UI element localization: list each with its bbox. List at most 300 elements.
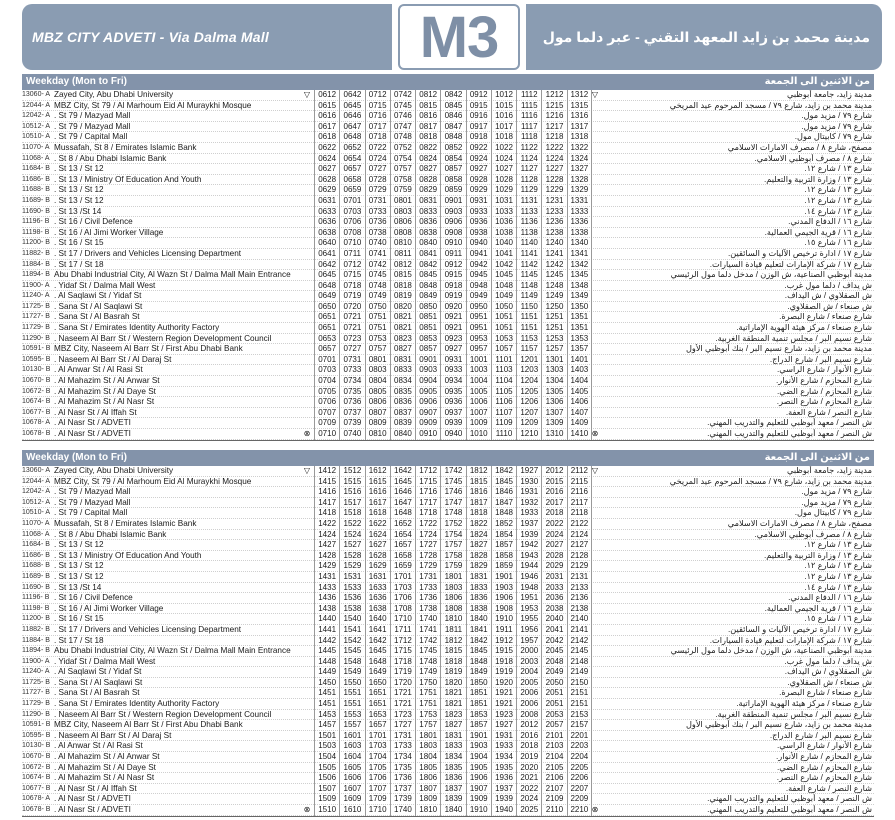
departure-time: 2031 xyxy=(541,572,566,583)
departure-time: 1936 xyxy=(491,773,516,784)
stop-code: 11894- B xyxy=(22,271,50,279)
stop-name-ar: شارع المحازم / شارع الضي. xyxy=(776,762,872,772)
departure-time: 0816 xyxy=(415,111,440,122)
departure-time: 1638 xyxy=(365,604,390,615)
departure-time: 1317 xyxy=(567,122,592,133)
departure-time: 0742 xyxy=(365,260,390,271)
departure-time: 0818 xyxy=(390,281,415,292)
departure-time: 1303 xyxy=(541,365,566,376)
stop-name-ar: شارع ١٦ / شارع ١٥. xyxy=(804,238,872,248)
departure-time: 1450 xyxy=(314,678,339,689)
departure-time: 1727 xyxy=(390,720,415,731)
departure-time: 1909 xyxy=(466,794,491,805)
departure-time: 1140 xyxy=(516,238,541,249)
table-row xyxy=(22,773,874,784)
departure-time: 1045 xyxy=(491,270,516,281)
departure-time: 0749 xyxy=(365,291,390,302)
stop-code: 10512- A xyxy=(22,498,51,506)
departure-time: 0827 xyxy=(415,164,440,175)
table-row xyxy=(22,583,874,594)
departure-time: 1927 xyxy=(491,720,516,731)
stop-name-en: MBZ City, St 79 / Al Marhoum Eid Al Muraykhi Mosque xyxy=(54,476,252,486)
departure-time: 1053 xyxy=(491,334,516,345)
departure-time: 1304 xyxy=(541,376,566,387)
departure-time: 1105 xyxy=(491,387,516,398)
table-row xyxy=(22,196,874,207)
departure-time: 0910 xyxy=(415,429,440,440)
departure-time: 0703 xyxy=(314,365,339,376)
departure-time: 0857 xyxy=(440,164,465,175)
departure-time: 0701 xyxy=(314,355,339,366)
departure-time: 1851 xyxy=(466,688,491,699)
departure-time: 2129 xyxy=(567,561,592,572)
stop-name-ar: شارع صنعاء / مركز هيئة الهوية الإماراتية. xyxy=(736,323,872,333)
stop-name-en: . Sana St / Al Saqlawi St xyxy=(54,301,143,311)
departure-time: 0824 xyxy=(415,154,440,165)
departure-time: 1133 xyxy=(516,207,541,218)
departure-times xyxy=(314,365,592,376)
departure-times xyxy=(314,667,592,678)
stop-name-en: . St 79 / Mazyad Mall xyxy=(54,121,131,131)
departure-time: 1752 xyxy=(440,519,465,530)
departure-time: 1939 xyxy=(491,794,516,805)
departure-time: 1507 xyxy=(314,784,339,795)
departure-time: 2022 xyxy=(516,784,541,795)
stop-name-en: Abu Dhabi Industrial City, Al Wazn St / Dalma Mall Main Entrance xyxy=(54,646,291,656)
table-row xyxy=(22,281,874,292)
table-row xyxy=(22,487,874,498)
departure-time: 0654 xyxy=(339,154,364,165)
departure-times xyxy=(314,111,592,122)
stop-name-en: . St 17 / Drivers and Vehicles Licensing Department xyxy=(54,624,242,634)
departure-time: 1953 xyxy=(516,604,541,615)
departure-time: 1757 xyxy=(415,720,440,731)
departure-time: 2021 xyxy=(516,773,541,784)
stop-name-en: . Sana St / Al Basrah St xyxy=(54,312,140,322)
departure-time: 0904 xyxy=(415,376,440,387)
departure-time: 1648 xyxy=(390,508,415,519)
departure-time: 0740 xyxy=(339,429,364,440)
stop-marker-icon: ⊗ xyxy=(591,805,599,814)
departure-time: 0833 xyxy=(390,365,415,376)
stop-code: 11688- B xyxy=(22,562,50,570)
table-row xyxy=(22,678,874,689)
departure-time: 1654 xyxy=(390,530,415,541)
departure-time: 1315 xyxy=(567,101,592,112)
departure-time: 1805 xyxy=(415,763,440,774)
departure-time: 1712 xyxy=(390,636,415,647)
stop-name-en: . St 13 / St 12 xyxy=(54,195,104,205)
departure-time: 0651 xyxy=(314,312,339,323)
departure-time: 1751 xyxy=(415,699,440,710)
departure-time: 1706 xyxy=(365,773,390,784)
departure-time: 1842 xyxy=(466,636,491,647)
stop-name-ar: شارع نسيم البر / شارع الدراج. xyxy=(769,354,872,364)
stop-name-ar: شارع النصر / شارع العفة. xyxy=(785,407,872,417)
departure-times xyxy=(314,143,592,154)
departure-time: 1453 xyxy=(314,710,339,721)
table-row xyxy=(22,508,874,519)
departure-time: 1820 xyxy=(440,678,465,689)
departure-time: 1757 xyxy=(440,540,465,551)
departure-time: 1733 xyxy=(390,741,415,752)
departure-time: 1721 xyxy=(390,688,415,699)
departure-times xyxy=(314,561,592,572)
departure-time: 1758 xyxy=(440,551,465,562)
departure-time: 1033 xyxy=(491,207,516,218)
stop-name-ar: شارع صنعاء / شارع البصرة. xyxy=(779,688,872,698)
departure-time: 1241 xyxy=(541,249,566,260)
departure-time: 1845 xyxy=(491,477,516,488)
route-title-en-panel xyxy=(22,4,392,70)
departure-time: 1845 xyxy=(466,646,491,657)
departure-time: 1710 xyxy=(365,805,390,816)
departure-times xyxy=(314,132,592,143)
departure-time: 1406 xyxy=(567,397,592,408)
departure-time: 0922 xyxy=(466,143,491,154)
departure-time: 1710 xyxy=(390,614,415,625)
departure-time: 1753 xyxy=(415,710,440,721)
departure-time: 1903 xyxy=(491,583,516,594)
departure-time: 1835 xyxy=(440,763,465,774)
departure-time: 1631 xyxy=(365,572,390,583)
departure-time: 0840 xyxy=(415,238,440,249)
departure-time: 0901 xyxy=(415,355,440,366)
departure-time: 1658 xyxy=(390,551,415,562)
table-row xyxy=(22,302,874,313)
departure-time: 1357 xyxy=(567,344,592,355)
departure-time: 0837 xyxy=(390,408,415,419)
departure-time: 1309 xyxy=(541,418,566,429)
departure-time: 1812 xyxy=(440,636,465,647)
departure-time: 0858 xyxy=(440,175,465,186)
departure-time: 1748 xyxy=(415,657,440,668)
departure-times xyxy=(314,699,592,710)
departure-time: 0642 xyxy=(339,90,364,101)
departure-time: 2024 xyxy=(541,530,566,541)
stop-code: 11684- B xyxy=(22,165,50,173)
stop-name-en: . St 17 / St 18 xyxy=(54,259,104,269)
departure-time: 1127 xyxy=(516,164,541,175)
departure-time: 1840 xyxy=(440,805,465,816)
departure-time: 1028 xyxy=(491,175,516,186)
departure-time: 1748 xyxy=(440,508,465,519)
departure-time: 0842 xyxy=(415,260,440,271)
departure-time: 0851 xyxy=(415,312,440,323)
table-row xyxy=(22,540,874,551)
departure-time: 0707 xyxy=(314,408,339,419)
table-row xyxy=(22,408,874,419)
table-row xyxy=(22,710,874,721)
departure-times xyxy=(314,291,592,302)
departure-time: 0801 xyxy=(365,355,390,366)
table-row xyxy=(22,604,874,615)
departure-time: 1712 xyxy=(415,466,440,477)
table-row xyxy=(22,646,874,657)
departure-time: 1615 xyxy=(365,477,390,488)
departure-time: 1548 xyxy=(339,657,364,668)
departure-time: 0916 xyxy=(466,111,491,122)
departure-time: 0939 xyxy=(440,418,465,429)
table-row xyxy=(22,312,874,323)
departure-time: 0704 xyxy=(314,376,339,387)
departure-times xyxy=(314,312,592,323)
departure-time: 0945 xyxy=(466,270,491,281)
departure-time: 0908 xyxy=(440,228,465,239)
stop-code: 10678- B xyxy=(22,806,51,813)
stop-code: 11686- B xyxy=(22,551,50,559)
stop-name-ar: مدينة محمد بن زايد، شارع نسيم البر / بنك أبوظبي الأول xyxy=(685,720,872,730)
departure-time: 1642 xyxy=(390,466,415,477)
departure-time: 1350 xyxy=(567,302,592,313)
departure-time: 1310 xyxy=(541,429,566,440)
block-label-en: Weekday (Mon to Fri) xyxy=(26,76,127,87)
departure-time: 0812 xyxy=(415,90,440,101)
departure-time: 0720 xyxy=(339,302,364,313)
stop-name-ar: شارع ٧٩ / مزيد مول. xyxy=(801,111,872,121)
departure-time: 2153 xyxy=(567,710,592,721)
departure-time: 2004 xyxy=(516,667,541,678)
departure-time: 1951 xyxy=(516,593,541,604)
departure-time: 1719 xyxy=(390,667,415,678)
departure-time: 1245 xyxy=(541,270,566,281)
departure-time: 1708 xyxy=(390,604,415,615)
stop-name-ar: مدينة زايد، جامعة أبوظبي xyxy=(787,466,872,475)
departure-time: 2141 xyxy=(567,625,592,636)
departure-time: 1946 xyxy=(516,572,541,583)
departure-time: 1810 xyxy=(415,805,440,816)
departure-time: 1731 xyxy=(415,572,440,583)
stop-code: 11884- B xyxy=(22,260,50,268)
stop-name-en: . St 16 / Al Jimi Worker Village xyxy=(54,603,164,613)
departure-time: 0950 xyxy=(466,302,491,313)
table-row xyxy=(22,291,874,302)
departure-time: 0723 xyxy=(339,334,364,345)
stop-code: 11196- B xyxy=(22,594,50,602)
departure-time: 1811 xyxy=(440,625,465,636)
departure-time: 1212 xyxy=(541,90,566,101)
table-row xyxy=(22,207,874,218)
departure-time: 1657 xyxy=(365,720,390,731)
departure-time: 1441 xyxy=(314,625,339,636)
stop-name-en: . Naseem Al Barr St / Al Daraj St xyxy=(54,354,172,364)
departure-time: 0921 xyxy=(440,312,465,323)
departure-time: 1603 xyxy=(339,741,364,752)
departure-time: 1415 xyxy=(314,477,339,488)
departure-time: 0819 xyxy=(390,291,415,302)
stop-name-en: . St 13 / Ministry Of Education And Youth xyxy=(54,550,202,560)
departure-time: 1912 xyxy=(491,636,516,647)
departure-time: 1824 xyxy=(466,530,491,541)
departure-times xyxy=(314,270,592,281)
departure-time: 0711 xyxy=(339,249,364,260)
departure-time: 0951 xyxy=(466,323,491,334)
departure-time: 1403 xyxy=(567,365,592,376)
departure-time: 1751 xyxy=(415,688,440,699)
departure-time: 1151 xyxy=(516,323,541,334)
departure-time: 1006 xyxy=(466,397,491,408)
departure-time: 0929 xyxy=(466,185,491,196)
departure-time: 0909 xyxy=(415,418,440,429)
departure-time: 1207 xyxy=(516,408,541,419)
departure-time: 1329 xyxy=(567,185,592,196)
stop-code: 10674- B xyxy=(22,774,51,782)
departure-time: 0818 xyxy=(415,132,440,143)
block-label-ar: من الاثنين الى الجمعة xyxy=(764,76,870,87)
departure-time: 1707 xyxy=(365,784,390,795)
departure-times xyxy=(314,583,592,594)
departure-time: 0629 xyxy=(314,185,339,196)
departure-time: 0636 xyxy=(314,217,339,228)
stop-name-ar: شارع ٧٩ / مزيد مول. xyxy=(801,497,872,507)
departure-time: 1215 xyxy=(541,101,566,112)
departure-time: 1821 xyxy=(440,699,465,710)
stop-name-ar: شارع ١٣ / شارع ١٢. xyxy=(804,185,872,195)
departure-time: 1801 xyxy=(415,731,440,742)
departure-time: 0658 xyxy=(339,175,364,186)
departure-time: 0641 xyxy=(314,249,339,260)
departure-time: 2045 xyxy=(541,646,566,657)
departure-time: 2016 xyxy=(516,731,541,742)
departure-time: 1509 xyxy=(314,794,339,805)
departure-time: 0841 xyxy=(415,249,440,260)
departure-time: 1027 xyxy=(491,164,516,175)
departure-time: 1005 xyxy=(466,387,491,398)
departure-time: 1527 xyxy=(339,540,364,551)
departure-time: 0716 xyxy=(365,111,390,122)
table-row xyxy=(22,667,874,678)
departure-time: 0812 xyxy=(390,260,415,271)
departure-time: 0822 xyxy=(415,143,440,154)
block-header xyxy=(22,450,874,466)
departure-time: 0803 xyxy=(390,207,415,218)
departure-time: 0951 xyxy=(466,312,491,323)
departure-time: 1728 xyxy=(415,551,440,562)
departure-time: 0850 xyxy=(415,302,440,313)
table-row xyxy=(22,249,874,260)
departure-time: 0928 xyxy=(466,175,491,186)
departure-time: 1739 xyxy=(390,794,415,805)
block-header xyxy=(22,74,874,90)
stop-name-ar: مدينة أبوظبي الصناعية، ش الوزن / مدخل دلما مول الرئيسي xyxy=(670,646,872,656)
departure-time: 1650 xyxy=(365,678,390,689)
block-label-en: Weekday (Mon to Fri) xyxy=(26,452,127,463)
departure-time: 1551 xyxy=(339,688,364,699)
departure-time: 1833 xyxy=(440,741,465,752)
departure-time: 0907 xyxy=(415,408,440,419)
departure-time: 0709 xyxy=(314,418,339,429)
departure-time: 1501 xyxy=(314,731,339,742)
stop-code: 11070- A xyxy=(22,519,50,527)
departure-time: 1010 xyxy=(466,429,491,440)
stop-code: 11068- A xyxy=(22,154,50,162)
departure-time: 1009 xyxy=(466,418,491,429)
departure-time: 0854 xyxy=(440,154,465,165)
departure-time: 1907 xyxy=(466,784,491,795)
departure-time: 1858 xyxy=(491,551,516,562)
departure-time: 0737 xyxy=(339,408,364,419)
departure-time: 2036 xyxy=(541,593,566,604)
departure-time: 2050 xyxy=(541,678,566,689)
departure-time: 0940 xyxy=(440,429,465,440)
departure-time: 0741 xyxy=(365,249,390,260)
departure-time: 0646 xyxy=(339,111,364,122)
departure-time: 0817 xyxy=(415,122,440,133)
departure-time: 1715 xyxy=(390,646,415,657)
departure-time: 0920 xyxy=(440,302,465,313)
departure-time: 0948 xyxy=(466,281,491,292)
departure-time: 2109 xyxy=(541,794,566,805)
departure-time: 1806 xyxy=(440,593,465,604)
stop-name-en: . Al Nasr St / ADVETI xyxy=(54,429,131,438)
departure-time: 1910 xyxy=(466,805,491,816)
departure-time: 1528 xyxy=(339,551,364,562)
departure-time: 1409 xyxy=(567,418,592,429)
departure-times xyxy=(314,334,592,345)
departure-time: 1703 xyxy=(390,583,415,594)
departure-time: 1328 xyxy=(567,175,592,186)
departure-times xyxy=(314,408,592,419)
departure-time: 0845 xyxy=(440,101,465,112)
stop-name-en: Abu Dhabi Industrial City, Al Wazn St / Dalma Mall Main Entrance xyxy=(54,270,291,280)
departure-time: 0933 xyxy=(466,207,491,218)
table-row xyxy=(22,387,874,398)
stop-name-ar: شارع نسيم البر / مجلس تنمية المنطقة الغربية. xyxy=(715,709,872,719)
route-number-badge xyxy=(398,4,520,70)
stop-name-en: . St 13 /St 14 xyxy=(54,206,102,216)
departure-time: 0722 xyxy=(365,143,390,154)
departure-time: 0754 xyxy=(390,154,415,165)
departure-time: 2012 xyxy=(516,720,541,731)
stop-name-en: Mussafah, St 8 / Emirates Islamic Bank xyxy=(54,142,197,152)
departure-time: 1251 xyxy=(541,323,566,334)
departure-time: 1333 xyxy=(567,207,592,218)
departure-time: 0852 xyxy=(440,143,465,154)
departure-time: 1853 xyxy=(466,710,491,721)
departure-time: 1353 xyxy=(567,334,592,345)
departure-time: 2117 xyxy=(567,498,592,509)
departure-time: 1015 xyxy=(491,101,516,112)
departure-time: 1029 xyxy=(491,185,516,196)
departure-time: 1436 xyxy=(314,593,339,604)
stop-name-en: . St 13 /St 14 xyxy=(54,582,102,592)
stop-name-ar: شارع ١٦ / الدفاع المدني. xyxy=(788,217,872,227)
departure-time: 2016 xyxy=(541,487,566,498)
departure-time: 1448 xyxy=(314,657,339,668)
stop-code: 11690- B xyxy=(22,207,50,215)
departure-time: 1815 xyxy=(466,477,491,488)
departure-time: 1944 xyxy=(516,561,541,572)
departure-time: 1636 xyxy=(365,593,390,604)
table-row xyxy=(22,175,874,186)
departure-time: 0624 xyxy=(314,154,339,165)
departure-time: 0738 xyxy=(365,228,390,239)
departure-time: 0715 xyxy=(365,101,390,112)
departure-time: 0821 xyxy=(390,312,415,323)
departure-times xyxy=(314,418,592,429)
departure-time: 0936 xyxy=(466,217,491,228)
departure-time: 0638 xyxy=(314,228,339,239)
departure-time: 1316 xyxy=(567,111,592,122)
stop-marker-icon: ▽ xyxy=(591,466,599,475)
departure-time: 0718 xyxy=(339,281,364,292)
departure-time: 1903 xyxy=(466,741,491,752)
stop-name-en: . St 79 / Mazyad Mall xyxy=(54,487,131,497)
departure-time: 1931 xyxy=(516,487,541,498)
departure-time: 0923 xyxy=(440,334,465,345)
departure-time: 2148 xyxy=(567,657,592,668)
departure-time: 1240 xyxy=(541,238,566,249)
